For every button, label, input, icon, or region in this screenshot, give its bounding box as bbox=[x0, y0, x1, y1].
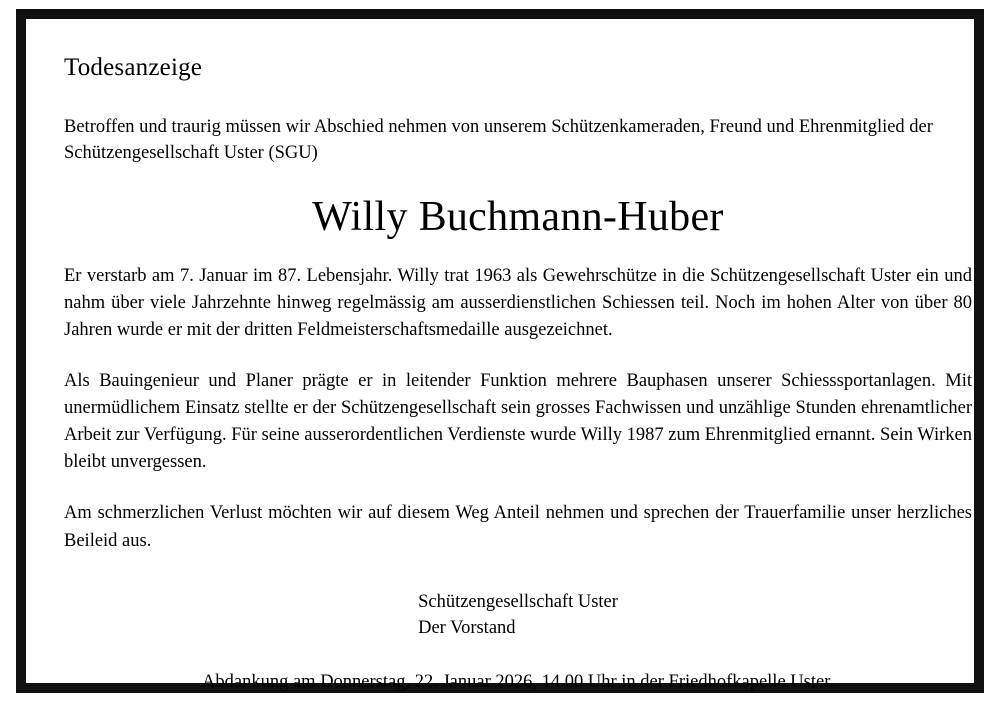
intro-paragraph: Betroffen und traurig müssen wir Abschied nehmen von unserem Schützenkameraden, Freund und Ehrenmitglied der Schützengesellschaft Uster (SGU) bbox=[64, 117, 933, 164]
signature-role: Der Vorstand bbox=[418, 618, 516, 639]
signature-block bbox=[64, 589, 972, 643]
deceased-name: Willy Buchmann-Huber bbox=[312, 193, 724, 240]
funeral-service-note: Abdankung am Donnerstag, 22. Januar 2026, 14.00 Uhr in der Friedhofkapelle Uster. bbox=[202, 672, 834, 693]
body-paragraph-3: Am schmerzlichen Verlust möchten wir auf diesem Weg Anteil nehmen und sprechen der Trauerfamilie unser herzliches Beileid aus. bbox=[64, 503, 972, 551]
body-paragraph-2: Als Bauingenieur und Planer prägte er in leitender Funktion mehrere Bauphasen unserer Schiesssportanlagen. Mit unermüdlichem Einsatz stellte er der Schützengesellschaft sein grosses Fachwissen und unzählige Stunden ehrenamtlicher Arbeit zur Verfügung. Für seine ausserordentlichen Verdienste wurde Willy 1987 zum Ehrenmitglied ernannt. Sein Wirken bleibt unvergessen. bbox=[64, 371, 972, 473]
body-paragraph-1: Er verstarb am 7. Januar im 87. Lebensjahr. Willy trat 1963 als Gewehrschütze in die Schützengesellschaft Uster ein und nahm über viele Jahrzehnte hinweg regelmässig am ausserdienstlichen Schiessen teil. Noch im hohen Alter von über 80 Jahren wurde er mit der dritten Feldmeisterschaftsmedaille ausgezeichnet. bbox=[64, 265, 972, 341]
obituary-content bbox=[64, 53, 972, 696]
mourning-border-frame bbox=[16, 9, 984, 693]
signature-organisation: Schützengesellschaft Uster bbox=[418, 591, 618, 612]
document-category-label: Todesanzeige bbox=[64, 54, 203, 81]
